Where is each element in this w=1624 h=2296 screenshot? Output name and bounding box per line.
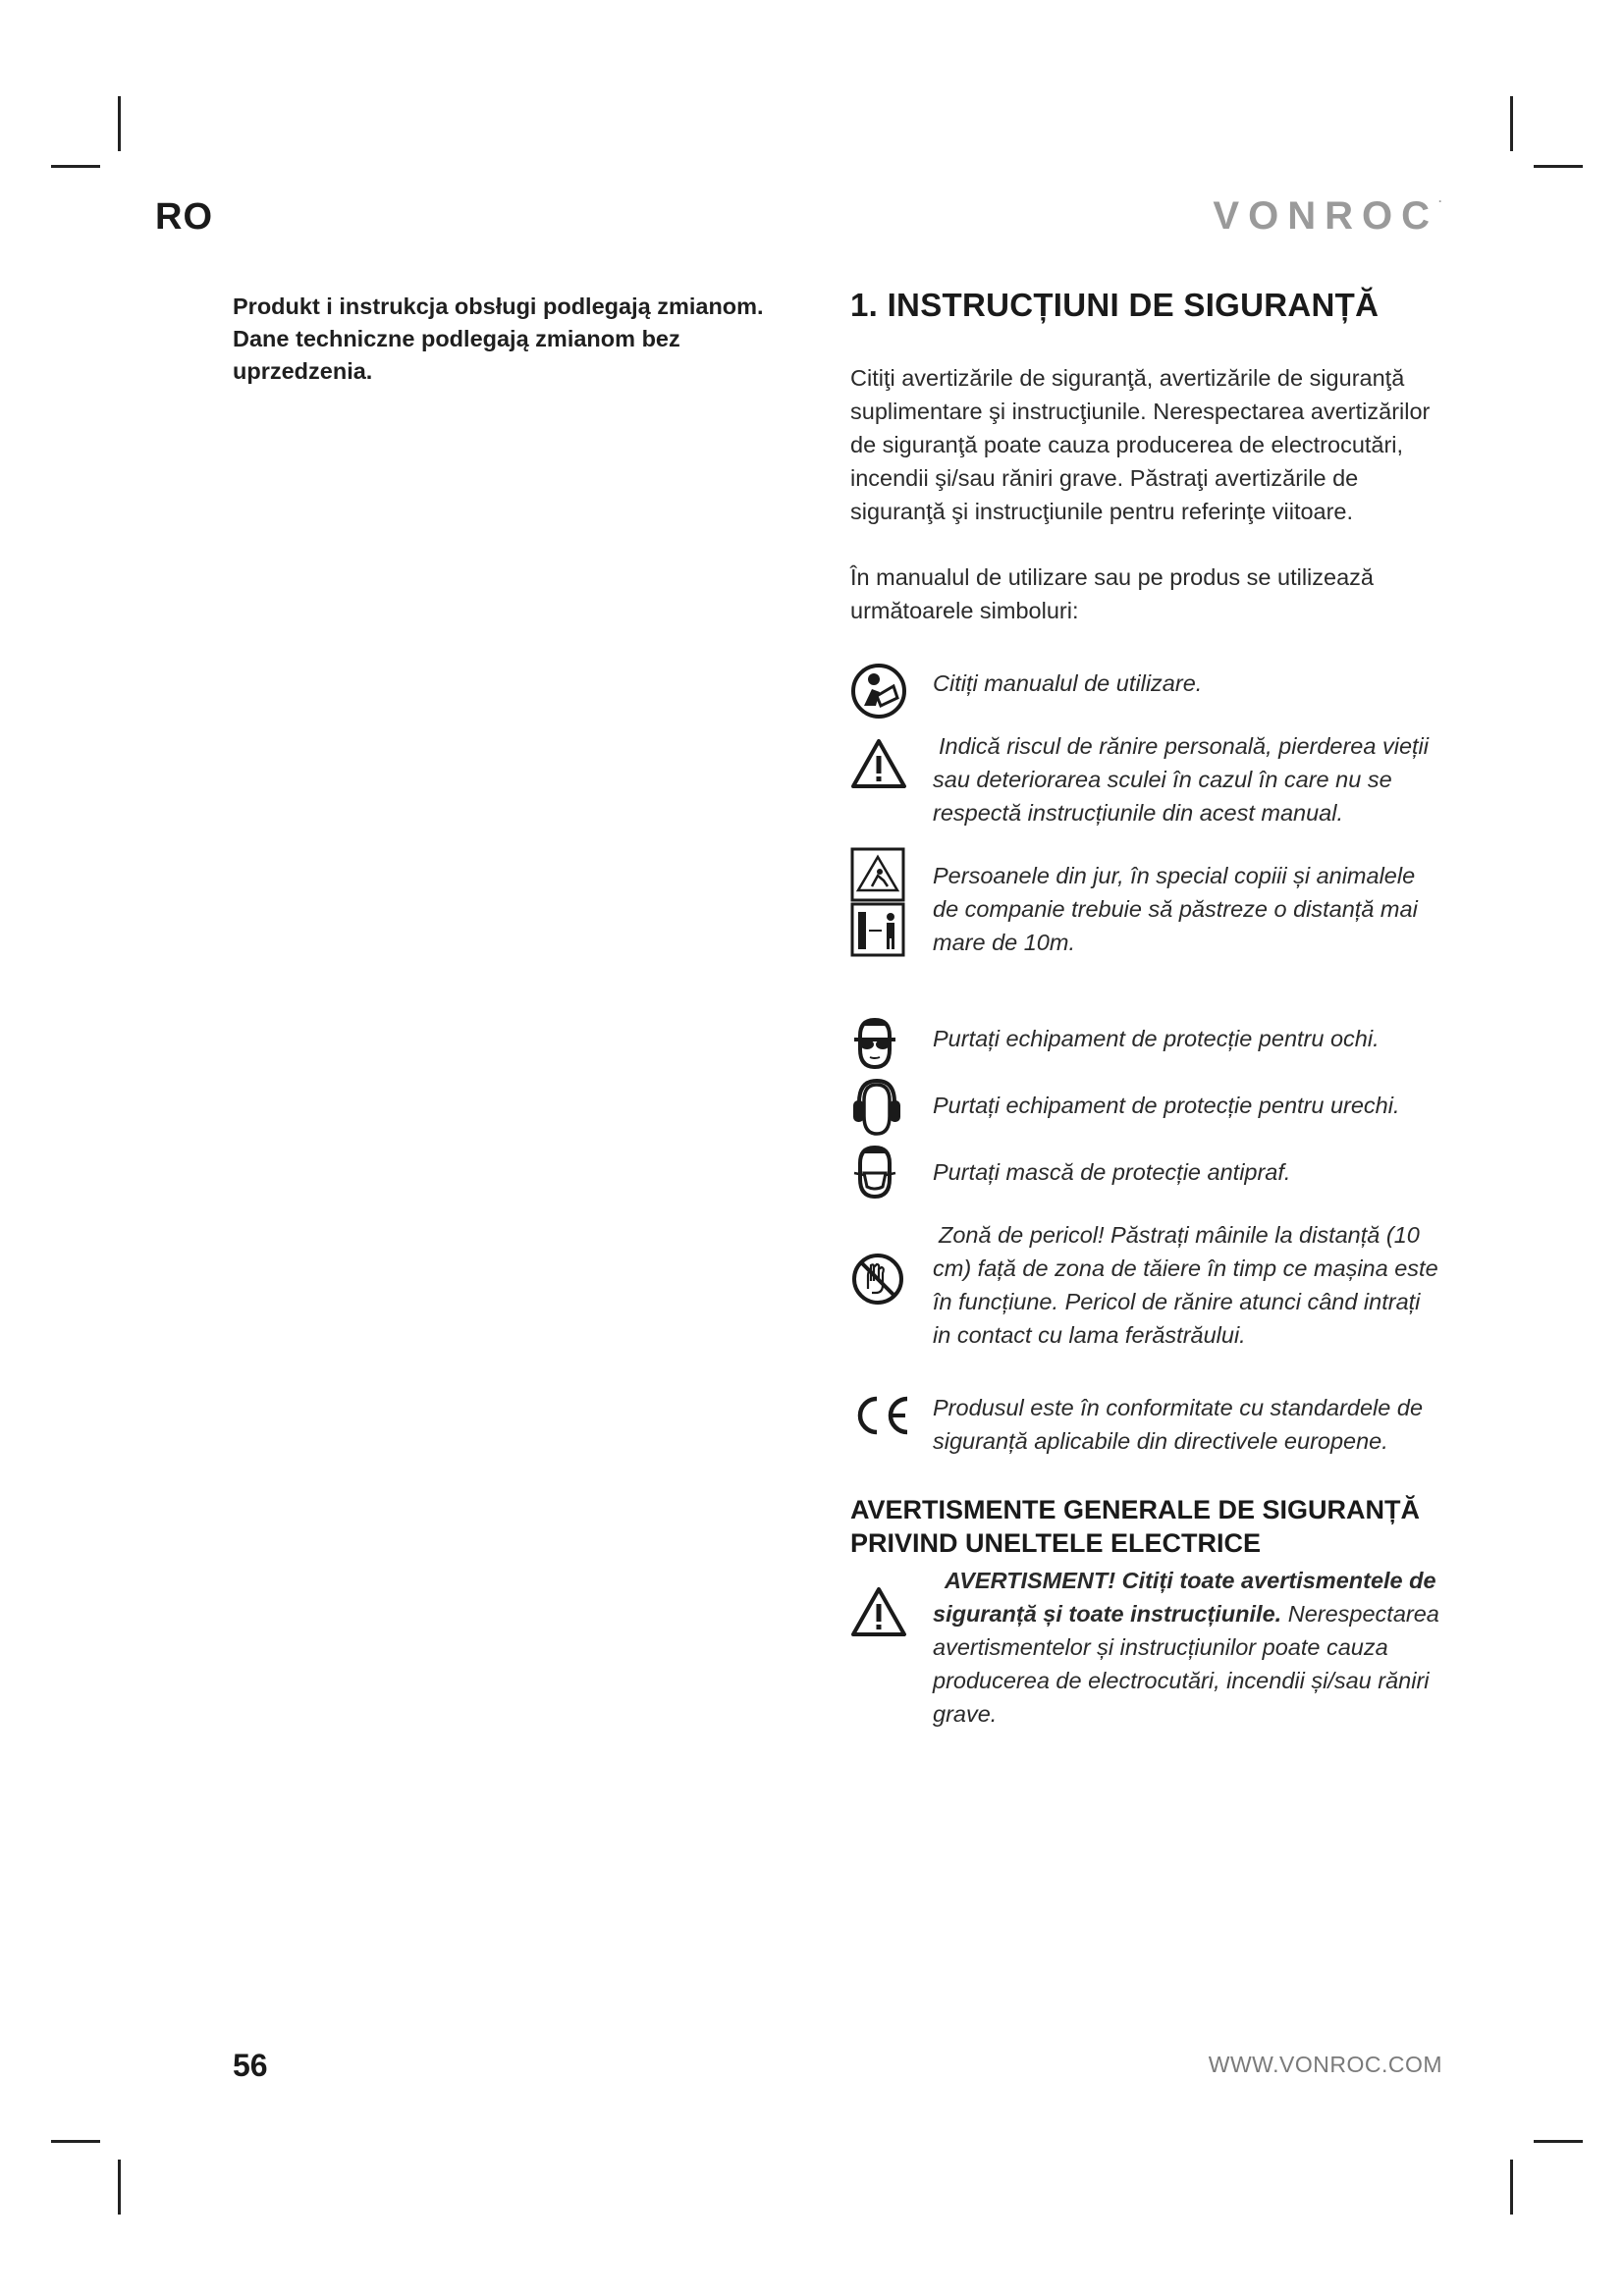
crop-mark	[1534, 2140, 1583, 2143]
symbol-row	[850, 1022, 1444, 1055]
warning-triangle-icon	[850, 737, 907, 790]
language-code: RO	[155, 196, 213, 238]
right-column	[850, 287, 1444, 1731]
symbol-text: Indică riscul de rănire personală, pierderea vieții sau deteriorarea sculei în cazul în care nu se respectă instrucțiunile din acest manual.	[933, 733, 1429, 826]
symbol-text: Purtați echipament de protecție pentru urechi.	[933, 1093, 1400, 1118]
website-url: WWW.VONROC.COM	[1208, 2052, 1442, 2077]
crop-mark	[1510, 2160, 1513, 2215]
page-number: 56	[233, 2048, 268, 2083]
crop-mark	[1534, 165, 1583, 168]
warning-triangle-icon	[850, 1585, 907, 1638]
symbol-text: Zonă de pericol! Păstrați mâinile la distanță (10 cm) față de zona de tăiere în timp ce mașina este în funcțiune. Pericol de rănire atunci când intrați in contact cu lama ferăstrăului.	[933, 1222, 1438, 1348]
warning-text: Nerespectarea avertismentelor și instrucțiunilor poate cauza producerea de electrocutări, incendii și/sau răniri grave.	[933, 1601, 1439, 1727]
symbol-row	[850, 1218, 1444, 1352]
crop-mark	[1510, 96, 1513, 151]
crop-mark	[51, 165, 100, 168]
warning-bold-text: AVERTISMENT! Citiți toate avertismentele de siguranță și toate instrucțiunile.	[933, 1568, 1436, 1627]
symbol-text: Purtați echipament de protecție pentru ochi.	[933, 1026, 1380, 1051]
symbol-text: Citiți manualul de utilizare.	[933, 670, 1203, 696]
dust-mask-icon	[850, 1144, 899, 1201]
general-warnings-heading: AVERTISMENTE GENERALE DE SIGURANȚĂ PRIVIND UNELTELE ELECTRICE	[850, 1495, 1421, 1558]
crop-mark	[118, 96, 121, 151]
symbol-row	[850, 729, 1444, 829]
general-warning-block	[850, 1564, 1444, 1731]
symbol-row	[850, 667, 1444, 700]
left-note: Produkt i instrukcja obsługi podlegają zmianom. Dane techniczne podlegają zmianom bez uprzedzenia.	[233, 294, 764, 384]
brand-logo: VONROC·	[1213, 194, 1442, 238]
symbol-row	[850, 1155, 1444, 1189]
eye-protection-icon	[850, 1016, 899, 1071]
symbol-text: Produsul este în conformitate cu standardele de siguranță aplicabile din directivele europene.	[933, 1395, 1424, 1454]
intro-paragraph: Citiţi avertizările de siguranţă, avertizările de siguranţă suplimentare şi instrucţiunile. Nerespectarea avertizărilor de siguranţă poate cauza producerea de electrocutări, incendii şi/sau răniri grave. Păstraţi avertizările de siguranţă şi instrucţiunile pentru referinţe viitoare.	[850, 365, 1431, 524]
symbol-text: Persoanele din jur, în special copiii și animalele de companie trebuie să păstreze o distanță mai mare de 10m.	[933, 863, 1418, 955]
read-manual-icon	[850, 663, 907, 720]
symbol-text: Purtați mască de protecție antipraf.	[933, 1159, 1291, 1185]
symbol-row	[850, 1391, 1444, 1458]
symbols-intro: În manualul de utilizare sau pe produs se utilizează următoarele simboluri:	[850, 564, 1374, 623]
ear-protection-icon	[850, 1079, 903, 1138]
symbol-row	[850, 1089, 1444, 1122]
ce-mark-icon	[850, 1393, 911, 1438]
hand-danger-icon	[850, 1252, 905, 1307]
symbol-row	[850, 859, 1444, 959]
bystander-distance-icon	[850, 847, 905, 957]
crop-mark	[51, 2140, 100, 2143]
section-title: 1. INSTRUCȚIUNI DE SIGURANȚĂ	[850, 287, 1380, 323]
crop-mark	[118, 2160, 121, 2215]
